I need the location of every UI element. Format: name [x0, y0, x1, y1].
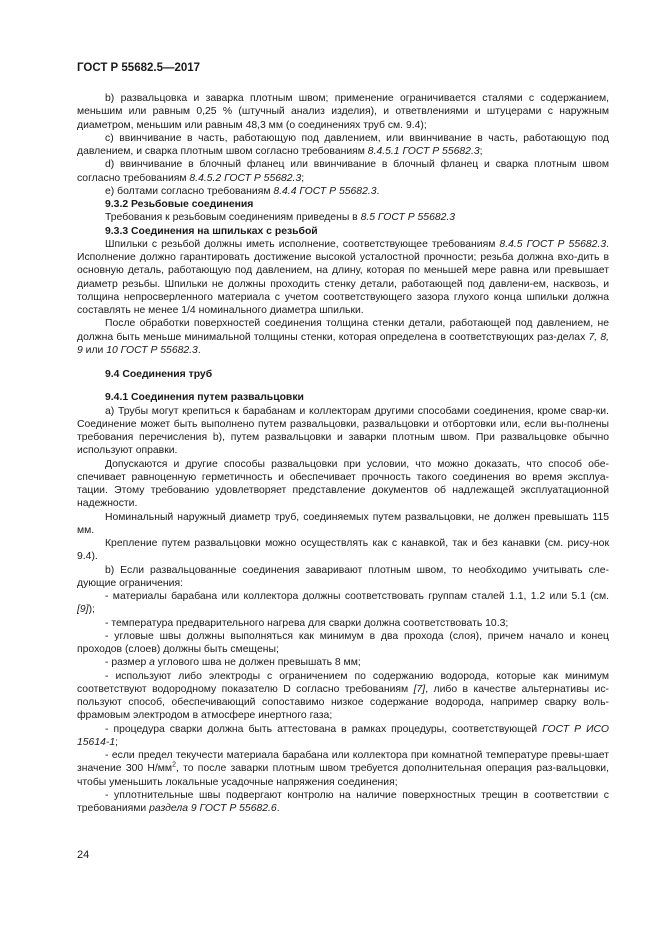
- paragraph-text: После обработки поверхностей соединения толщина стенки детали, работающей под давлением, не должна быть меньше минимальной толщины стенки, которая определена в соответствующих раз-делах: [77, 318, 609, 343]
- paragraph-text: 9.3.2 Резьбовые соединения: [105, 199, 254, 210]
- paragraph-p17: [77, 590, 609, 617]
- paragraph-p23: [77, 749, 609, 789]
- paragraph-tail: , то после заварки плотным швом требуется дополнительная операция раз-вальцовки, чтобы уменьшить локальные усадочные напряжения соединения;: [77, 763, 609, 788]
- paragraph-text: - температура предварительного нагрева для сварки должна соответствовать 10.3;: [105, 617, 509, 629]
- paragraph-ref: [9]: [77, 604, 89, 616]
- paragraph-text: а) Трубы могут крепиться к барабанам и коллекторам другими способами соединения, кроме свар-ки. Соединение может быть выполнено путем развальцовки, развальцовки и отбортовки или, если вы-полнены требования перечисления b), путем развальцовки и заварки плотным швом. При развальцовке обычно используют оправки.: [77, 405, 609, 457]
- paragraph-text: b) развальцовка и заварка плотным швом; применение ограничивается сталями с содержанием, меньшим или равным 0,25 % (штучный анализ изделия), и ответвлениями и штуцерами с наружным диаметром, меньшим или равным 48,3 мм (о соединениях труб см. 9.4);: [77, 93, 609, 131]
- paragraph-p19: [77, 630, 609, 657]
- paragraph-tail: );: [88, 604, 95, 616]
- paragraph-ref: 8.4.4 ГОСТ Р 55682.3: [273, 185, 377, 197]
- paragraph-text: Допускаются и другие способы развальцовки при условии, что можно доказать, что способ обе-спечивает равноценную герметичность и обеспечивает прочность такого соединения во время эксплуа-тации. Этому требованию удовлетворяет представление документов об надлежащей эксплуатационной надежности.: [77, 458, 609, 510]
- paragraph-ref: ГОСТ Р ИСО 15614-1: [77, 723, 609, 748]
- paragraph-text: - процедура сварки должна быть аттестована в рамках процедуры, соответствующей: [105, 723, 543, 735]
- paragraph-ref: 8.4.5.1 ГОСТ Р 55682.3: [367, 146, 480, 157]
- paragraph-p3: [77, 158, 609, 185]
- paragraph-p24: [77, 789, 609, 816]
- paragraph-mid: или: [82, 344, 107, 356]
- paragraph-tail: , либо в качестве альтернативы ис-пользуют способ, обеспечивающий сопоставимо низкое содержание водорода, например сварку воль-фрамовым электродом в атмосфере инертного газа;: [77, 683, 609, 722]
- paragraph-text: - уплотнительные швы подвергают контролю на наличие поверхностных трещин в соответствии с требованиями: [77, 789, 609, 814]
- paragraph-text: c) ввинчивание в часть, работающую под давлением, или ввинчивание в часть, работающую под давлением, и сварка плотным швом согласно требованиям: [77, 132, 609, 157]
- paragraph-text: e) болтами согласно требованиям: [105, 185, 274, 197]
- paragraph-p6: [77, 211, 609, 224]
- paragraph-p22: [77, 723, 609, 750]
- paragraph-text: Номинальный наружный диаметр труб, соединяемых путем развальцовки, не должен превышать 115 мм.: [77, 511, 609, 536]
- paragraph-p20: [77, 656, 609, 669]
- paragraph-text: - используют либо электроды с ограничением по содержанию водорода, которые как минимум соответствуют водородному показателю D согласно требованиям: [77, 670, 609, 695]
- paragraph-tail: . Исполнение должно гарантировать достижение высокой усталостной прочности; резьба должна вхо-дить в основную деталь, работающую под давлением, на длину, которая по меньшей мере равна или превышает диаметр резьбы. Шпильки не должны проходить стенку детали, работающей под давлени-ем, насквозь, и толщина непросверленного материала с учетом соответствующего зазора глухого конца шпильки должна составлять не менее 1/4 номинального диаметра шпильки.: [77, 238, 610, 316]
- paragraph-p5: [77, 198, 609, 211]
- paragraph-ref2: 10 ГОСТ Р 55682.3: [106, 344, 198, 356]
- paragraph-ref: 8.4.5 ГОСТ Р 55682.3: [499, 238, 607, 250]
- paragraph-text: 9.4 Соединения труб: [105, 369, 213, 380]
- paragraph-p7: [77, 225, 609, 238]
- paragraph-text: Требования к резьбовым соединениям приведены в: [105, 212, 361, 224]
- paragraph-p12: [77, 405, 609, 458]
- paragraph-text: - размер: [105, 657, 150, 669]
- paragraph-text: - угловые швы должны выполняться как минимум в два прохода (слоя), причем начало и конец проходов (слоев) должны быть смещены;: [77, 630, 609, 655]
- paragraph-tail: ;: [479, 146, 483, 157]
- paragraph-ref: 8.5 ГОСТ Р 55682.3: [360, 212, 456, 224]
- paragraph-p11: [77, 391, 609, 404]
- paragraph-p8: [77, 238, 609, 318]
- paragraph-text: - материалы барабана или коллектора должны соответствовать группам сталей 1.1, 1.2 или 5.1 (см.: [105, 591, 609, 602]
- paragraph-text: - если предел текучести материала барабана или коллектора при комнатной температуре превы-шает значение 300 Н/мм: [77, 750, 609, 775]
- paragraph-tail: .: [276, 803, 280, 814]
- document-header: ГОСТ Р 55682.5—2017: [77, 62, 201, 74]
- paragraph-p10: [77, 368, 609, 381]
- paragraph-text: Шпильки с резьбой должны иметь исполнение, соответствующее требованиям: [105, 238, 500, 250]
- paragraph-p21: [77, 670, 609, 723]
- paragraph-sup: 2: [172, 761, 176, 769]
- paragraph-p1: [77, 92, 609, 132]
- paragraph-p9: [77, 317, 609, 357]
- paragraph-ref: 8.4.5.2 ГОСТ Р 55682.3: [189, 172, 302, 184]
- paragraph-p16: [77, 564, 609, 591]
- paragraph-tail: ;: [301, 172, 305, 184]
- document-body: [77, 92, 609, 815]
- paragraph-tail: .: [197, 344, 201, 356]
- paragraph-p13: [77, 458, 609, 511]
- paragraph-p2: [77, 132, 609, 159]
- paragraph-tail: .: [376, 185, 380, 197]
- paragraph-text: 9.4.1 Соединения путем развальцовки: [105, 392, 304, 404]
- paragraph-text: d) ввинчивание в блочный фланец или ввинчивание в блочный фланец и сварка плотным швом согласно требованиям: [77, 159, 609, 184]
- paragraph-text: Крепление путем развальцовки можно осуществлять как с канавкой, так и без канавки (см. рису-нок 9.4).: [77, 538, 609, 563]
- paragraph-p14: [77, 511, 609, 538]
- paragraph-ref: a: [149, 657, 155, 669]
- paragraph-ref: [7]: [413, 683, 426, 695]
- paragraph-text: b) Если развальцованные соединения заваривают плотным швом, то необходимо учитывать сле-дующие ограничения:: [77, 564, 609, 589]
- paragraph-p4: [77, 185, 609, 198]
- paragraph-text: 9.3.3 Соединения на шпильках с резьбой: [105, 225, 318, 237]
- paragraph-ref: раздела 9 ГОСТ Р 55682.6: [149, 803, 277, 814]
- page-number: 24: [77, 849, 90, 861]
- paragraph-p18: [77, 617, 609, 630]
- paragraph-tail: углового шва не должен превышать 8 мм;: [154, 657, 361, 669]
- paragraph-p15: [77, 537, 609, 564]
- paragraph-tail: ;: [115, 736, 119, 748]
- paragraph-ref: 7, 8, 9: [77, 331, 609, 356]
